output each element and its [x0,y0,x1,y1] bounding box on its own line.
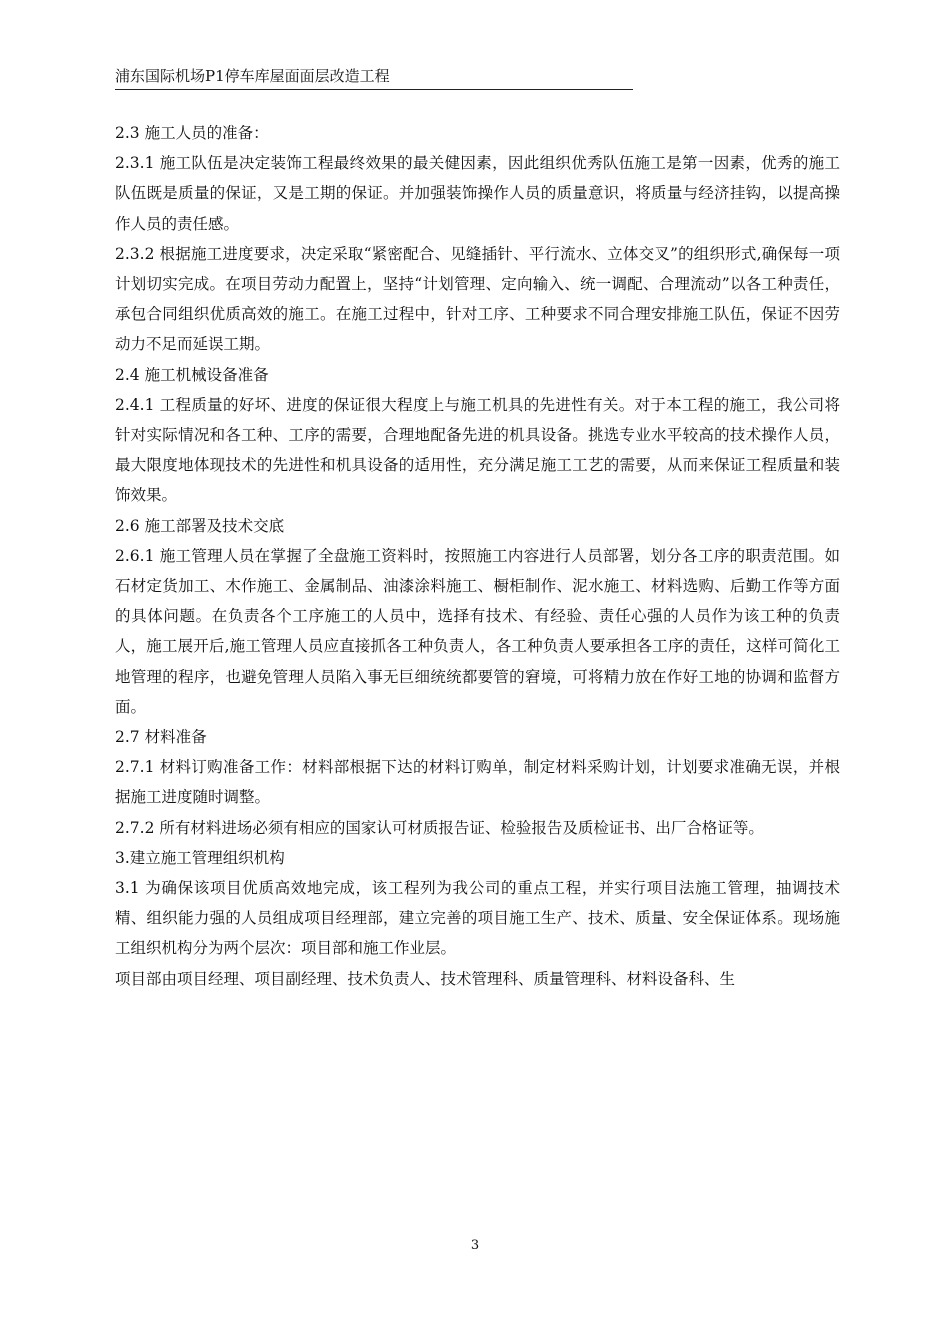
paragraph-2-7-1: 2.7.1 材料订购准备工作：材料部根据下达的材料订购单，制定材料采购计划，计划要求准确无误，并根据施工进度随时调整。 [115,758,840,807]
heading-2-3: 2.3 施工人员的准备： [115,124,269,142]
page-number: 3 [470,1238,480,1253]
heading-2-6: 2.6 施工部署及技术交底 [115,516,285,535]
heading-2-7: 2.7 材料准备 [115,728,207,747]
heading-3: 3.建立施工管理组织机构 [115,848,285,867]
paragraph-3-1: 3.1 为确保该项目优质高效地完成，该工程列为我公司的重点工程，并实行项目法施工管理，抽调技术精、组织能力强的人员组成项目经理部，建立完善的项目施工生产、技术、质量、安全保证体系。现场施工组织机构分为两个层次：项目部和施工作业层。 [115,879,840,958]
paragraph-2-4-1: 2.4.1 工程质量的好坏、进度的保证很大程度上与施工机具的先进性有关。对于本工程的施工，我公司将针对实际情况和各工种、工序的需要，合理地配备先进的机具设备。挑选专业水平较高的技术操作人员，最大限度地体现技术的先进性和机具设备的适用性，充分满足施工工艺的需要，从而来保证工程质量和装饰效果。 [115,395,840,505]
paragraph-2-6-1: 2.6.1 施工管理人员在掌握了全盘施工资料时，按照施工内容进行人员部署，划分各工序的职责范围。如石材定货加工、木作施工、金属制品、油漆涂料施工、橱柜制作、泥水施工、材料选购、后勤工作等方面的具体问题。在负责各个工序施工的人员中，选择有技术、有经验、责任心强的人员作为该工种的负责人，施工展开后,施工管理人员应直接抓各工种负责人，各工种负责人要承担各工序的责任，这样可简化工地管理的程序，也避免管理人员陷入事无巨细统统都要管的窘境，可将精力放在作好工地的协调和监督方面。 [115,546,840,716]
page-header: 浦东国际机场P1停车库屋面面层改造工程 [115,64,633,90]
paragraph-2-3-2: 2.3.2 根据施工进度要求，决定采取“紧密配合、见缝插针、平行流水、立体交叉”的组织形式,确保每一项计划切实完成。在项目劳动力配置上，坚持“计划管理、定向输入、统一调配、合理流动”以各工种责任，承包合同组织优质高效的施工。在施工过程中，针对工序、工种要求不同合理安排施工队伍，保证不因劳动力不足而延误工期。 [115,244,840,354]
document-body [115,118,840,994]
heading-2-4: 2.4 施工机械设备准备 [115,365,269,384]
paragraph-project-department: 项目部由项目经理、项目副经理、技术负责人、技术管理科、质量管理科、材料设备科、生 [115,969,736,988]
paragraph-2-3-1: 2.3.1 施工队伍是决定装饰工程最终效果的最关健因素，因此组织优秀队伍施工是第一因素，优秀的施工队伍既是质量的保证，又是工期的保证。并加强装饰操作人员的质量意识，将质量与经济挂钩，以提高操作人员的责任感。 [115,154,840,233]
paragraph-2-7-2: 2.7.2 所有材料进场必须有相应的国家认可材质报告证、检验报告及质检证书、出厂合格证等。 [115,818,764,837]
